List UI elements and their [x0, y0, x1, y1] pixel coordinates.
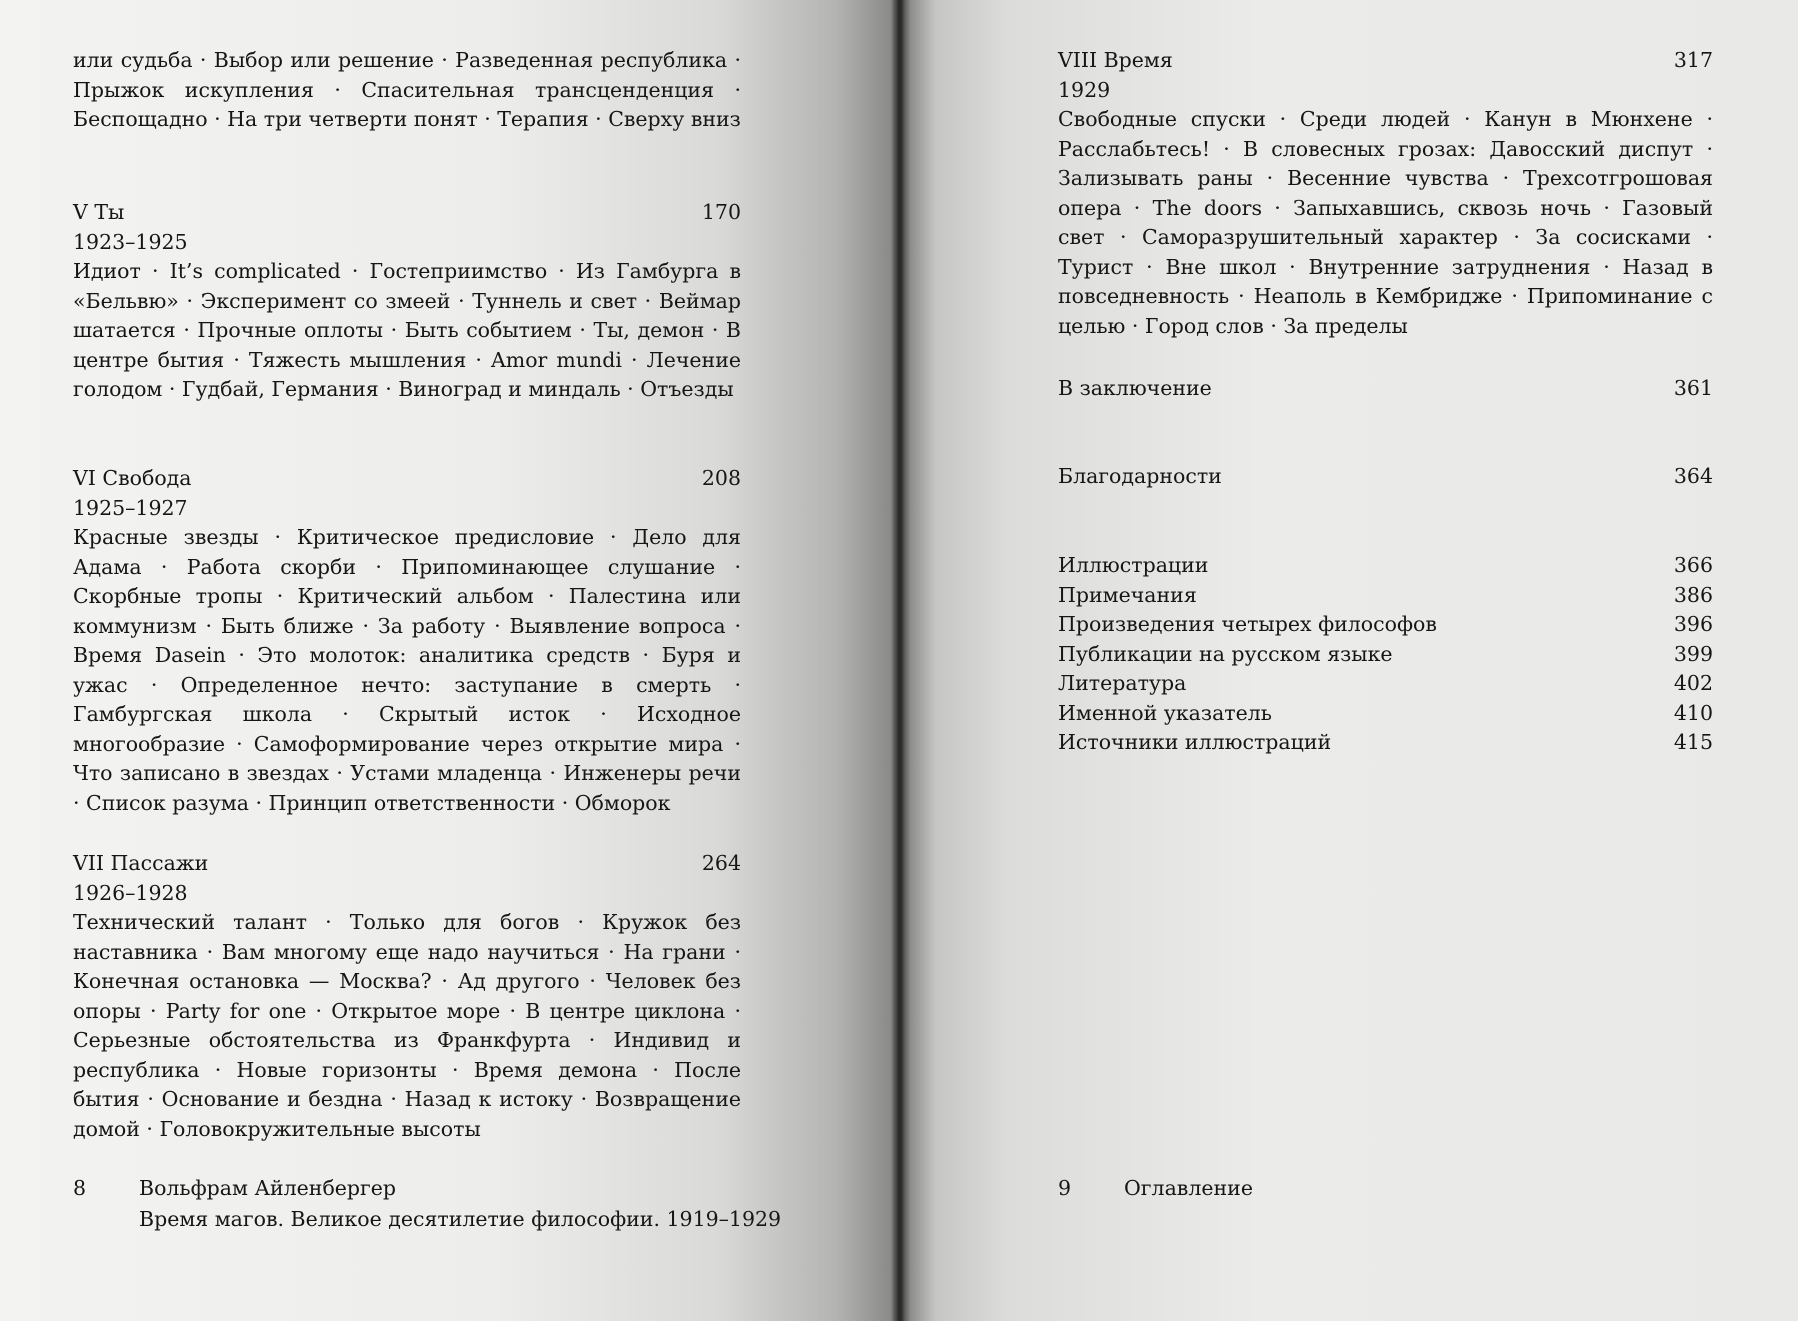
chapter-v — [73, 198, 741, 405]
conclusion-entry — [1058, 374, 1713, 404]
continuation-text: или судьба · Выбор или решение · Разведенная республика · Прыжок искупления · Спасительная трансценденция · Беспощадно · На три четверти понят · Терапия · Сверху вниз — [73, 48, 741, 131]
chapter-years: 1926–1928 — [73, 880, 188, 905]
toc-entry-title: Литература — [1058, 671, 1187, 695]
chapter-title: V Ты — [73, 200, 125, 224]
left-page-footer — [73, 1173, 782, 1243]
toc-entry-page: 396 — [1673, 612, 1713, 636]
toc-entry — [1058, 581, 1713, 611]
continuation-block — [73, 46, 741, 135]
chapter-heading — [1058, 46, 1713, 76]
running-head-author: Вольфрам Айленбергер — [139, 1176, 397, 1200]
chapter-sections: Идиот · It’s complicated · Гостеприимство · Из Гамбурга в «Бельвю» · Эксперимент со змеей · Туннель и свет · Веймар шатается · Прочные оплоты · Быть событием · Ты, демон · В центре бытия · Тяжесть мышления · Amor mundi · Лечение голодом · Гудбай, Германия · Виноград и миндаль · Отъезды — [73, 259, 741, 401]
toc-entry-title: Именной указатель — [1058, 700, 1272, 725]
chapter-vii — [73, 849, 741, 1144]
toc-entry-page: 361 — [1673, 376, 1713, 400]
chapter-page-number: 264 — [701, 851, 741, 875]
chapter-page-number: 317 — [1673, 48, 1713, 72]
toc-entry — [1058, 728, 1713, 758]
chapter-vi — [73, 464, 741, 818]
toc-entry — [1058, 374, 1713, 404]
chapter-viii — [1058, 46, 1713, 341]
chapter-title: VI Свобода — [73, 466, 192, 490]
toc-entry-page: 386 — [1673, 582, 1713, 607]
toc-entry — [1058, 462, 1713, 492]
toc-entry-title: В заключение — [1058, 376, 1212, 400]
toc-entry — [1058, 640, 1713, 670]
toc-entry — [1058, 610, 1713, 640]
toc-entry-page: 410 — [1673, 700, 1713, 725]
chapter-years: 1925–1927 — [73, 495, 188, 520]
chapter-page-number: 170 — [701, 200, 741, 224]
toc-entry-title: Публикации на русском языке — [1058, 641, 1393, 666]
running-head-book-title: Время магов. Великое десятилетие философии. 1919–1929 — [139, 1207, 782, 1231]
chapter-heading — [73, 464, 741, 494]
toc-entry-page: 364 — [1673, 464, 1713, 488]
chapter-heading — [73, 198, 741, 228]
toc-entry-title: Примечания — [1058, 582, 1197, 607]
page-number: 8 — [73, 1176, 87, 1200]
toc-entry-page: 399 — [1673, 641, 1713, 666]
appendix-list — [1058, 551, 1713, 758]
toc-entry-page: 366 — [1673, 553, 1713, 577]
chapter-page-number: 208 — [701, 466, 741, 490]
chapter-sections: Технический талант · Только для богов · Кружок без наставника · Вам многому еще надо научиться · На грани · Конечная остановка — Москва? · Ад другого · Человек без опоры · Party for one · Открытое море · В центре циклона · Серьезные обстоятельства из Франкфурта · Индивид и республика · Новые горизонты · Время демона · После бытия · Основание и бездна · Назад к истоку · Возвращение домой · Головокружительные высоты — [73, 910, 741, 1141]
toc-entry-title: Источники иллюстраций — [1058, 730, 1332, 754]
chapter-title: VII Пассажи — [73, 851, 209, 875]
toc-entry — [1058, 699, 1713, 729]
page-number: 9 — [1058, 1176, 1072, 1200]
toc-entry-title: Произведения четырех философов — [1058, 612, 1437, 636]
chapter-years: 1923–1925 — [73, 229, 188, 254]
chapter-sections: Красные звезды · Критическое предисловие · Дело для Адама · Работа скорби · Припоминающее слушание · Скорбные тропы · Критический альбом · Палестина или коммунизм · Быть ближе · За работу · Выявление вопроса · Время Dasein · Это молоток: аналитика средств · Буря и ужас · Определенное нечто: заступание в смерть · Гамбургская школа · Скрытый исток · Исходное многообразие · Самоформирование через открытие мира · Что записано в звездах · Устами младенца · Инженеры речи · Список разума · Принцип ответственности · Обморок — [73, 525, 741, 815]
toc-entry-title: Иллюстрации — [1058, 553, 1209, 577]
right-page-footer — [1058, 1173, 1458, 1213]
toc-entry-page: 415 — [1673, 730, 1713, 754]
toc-entry — [1058, 669, 1713, 699]
toc-entry-title: Благодарности — [1058, 464, 1222, 488]
chapter-title: VIII Время — [1058, 48, 1173, 72]
acknowledgements-entry — [1058, 462, 1713, 492]
chapter-sections: Свободные спуски · Среди людей · Канун в Мюнхене · Расслабьтесь! · В словесных грозах: Давосский диспут · Зализывать раны · Весенние чувства · Трехсотгрошовая опера · The doors · Запыхавшись, сквозь ночь · Газовый свет · Саморазрушительный характер · За сосисками · Турист · Вне школ · Внутренние затруднения · Назад в повседневность · Неаполь в Кембридже · Припоминание с целью · Город слов · За пределы — [1058, 107, 1713, 338]
chapter-heading — [73, 849, 741, 879]
toc-entry — [1058, 551, 1713, 581]
book-gutter — [891, 0, 905, 1321]
toc-entry-page: 402 — [1673, 671, 1713, 695]
running-head-section: Оглавление — [1124, 1176, 1253, 1200]
chapter-years: 1929 — [1058, 77, 1111, 102]
